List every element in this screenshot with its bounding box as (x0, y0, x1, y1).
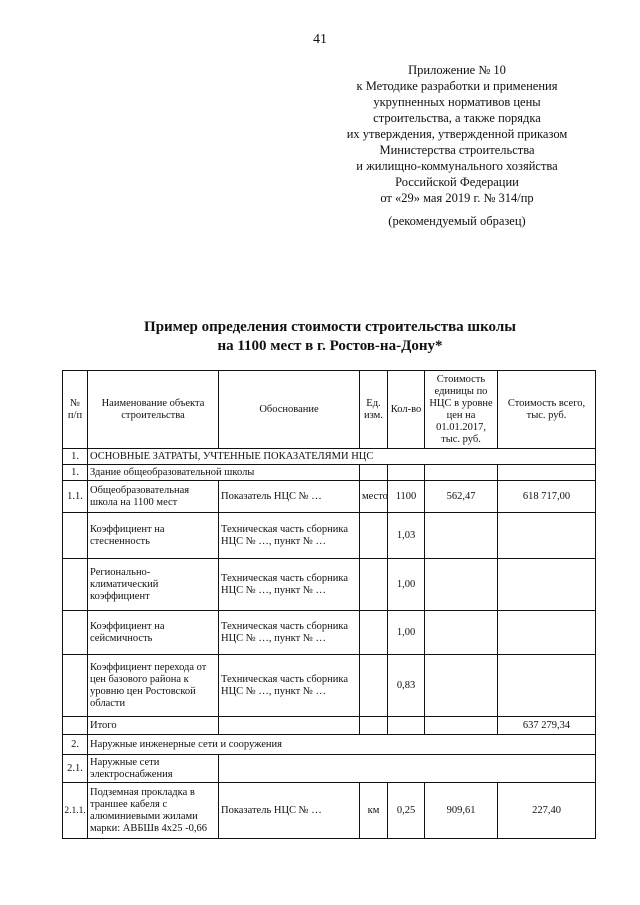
row-name: Коэффициент перехода от цен базового района к уровню цен Ростовской области (88, 655, 219, 717)
table-row (63, 611, 596, 655)
row-basis: Техническая часть сборника НЦС № …, пункт № … (219, 513, 360, 559)
appendix-line: от «29» мая 2019 г. № 314/пр (380, 191, 534, 205)
header-total: Стоимость всего, тыс. руб. (498, 371, 596, 449)
row-unit-cost (425, 611, 498, 655)
row-basis: Показатель НЦС № … (219, 783, 360, 839)
row-unit (360, 559, 388, 611)
row-qty: 1,00 (388, 611, 425, 655)
row-name: Регионально-климатический коэффициент (88, 559, 219, 611)
building-row (63, 465, 596, 481)
section-label: ОСНОВНЫЕ ЗАТРАТЫ, УЧТЕННЫЕ ПОКАЗАТЕЛЯМИ НЦС (88, 449, 596, 465)
header-qty: Кол-во (388, 371, 425, 449)
page-number: 41 (313, 32, 327, 47)
row-qty: 0,83 (388, 655, 425, 717)
row-name: Общеобразовательная школа на 1100 мест (88, 481, 219, 513)
empty-cell (360, 717, 388, 735)
appendix-line: Приложение № 10 (408, 63, 506, 77)
row-unit: км (360, 783, 388, 839)
row-total: 227,40 (498, 783, 596, 839)
row-num (63, 559, 88, 611)
header-name: Наименование объекта строительства (88, 371, 219, 449)
row-total (498, 611, 596, 655)
appendix-line: их утверждения, утвержденной приказом (346, 127, 568, 141)
empty-cell (388, 717, 425, 735)
appendix-line: Министерства строительства (379, 143, 535, 157)
section-row (63, 735, 596, 755)
row-unit-cost: 562,47 (425, 481, 498, 513)
header-unit: Ед. изм. (360, 371, 388, 449)
row-unit: место (360, 481, 388, 513)
row-num: 2.1.1. (63, 783, 88, 839)
section-num: 2. (63, 735, 88, 755)
table-row (63, 755, 596, 783)
appendix-line: и жилищно-коммунального хозяйства (356, 159, 558, 173)
appendix-line: укрупненных нормативов цены (373, 95, 541, 109)
row-total (498, 655, 596, 717)
empty-cell (498, 465, 596, 481)
row-num (63, 513, 88, 559)
row-total: 618 717,00 (498, 481, 596, 513)
empty-cell (425, 717, 498, 735)
title-line-2: на 1100 мест в г. Ростов-на-Дону* (217, 338, 443, 354)
row-total (498, 559, 596, 611)
empty-cell (219, 755, 596, 783)
row-name: Наружные сети электроснабжения (88, 755, 219, 783)
appendix-line: строительства, а также порядка (373, 111, 541, 125)
table-header-row (63, 371, 596, 449)
row-num: 1.1. (63, 481, 88, 513)
sample-note: (рекомендуемый образец) (388, 214, 526, 228)
section-label: Наружные инженерные сети и сооружения (88, 735, 596, 755)
row-unit-cost (425, 655, 498, 717)
table-row (63, 481, 596, 513)
row-qty: 0,25 (388, 783, 425, 839)
row-name: Коэффициент на сейсмичность (88, 611, 219, 655)
row-unit-cost (425, 513, 498, 559)
table-row (63, 655, 596, 717)
itogo-label: Итого (88, 717, 219, 735)
title-line-1: Пример определения стоимости строительства школы (144, 319, 516, 335)
table-row (63, 559, 596, 611)
section-row (63, 449, 596, 465)
itogo-total: 637 279,34 (498, 717, 596, 735)
row-basis: Техническая часть сборника НЦС № …, пункт № … (219, 611, 360, 655)
header-unit-cost: Стоимость единицы по НЦС в уровне цен на 01.01.2017, тыс. руб. (425, 371, 498, 449)
itogo-row (63, 717, 596, 735)
row-unit-cost: 909,61 (425, 783, 498, 839)
row-num (63, 655, 88, 717)
appendix-line: Российской Федерации (395, 175, 519, 189)
row-basis: Техническая часть сборника НЦС № …, пункт № … (219, 559, 360, 611)
row-qty: 1100 (388, 481, 425, 513)
empty-cell (63, 717, 88, 735)
row-unit-cost (425, 559, 498, 611)
row-total (498, 513, 596, 559)
appendix-block (322, 62, 592, 206)
appendix-line: к Методике разработки и применения (356, 79, 558, 93)
document-title (80, 318, 580, 356)
building-label: Здание общеобразовательной школы (88, 465, 360, 481)
row-basis: Техническая часть сборника НЦС № …, пункт № … (219, 655, 360, 717)
row-name: Подземная прокладка в траншее кабеля с алюминиевыми жилами марки: АВБШв 4х25 -0,66 (88, 783, 219, 839)
row-basis: Показатель НЦС № … (219, 481, 360, 513)
row-unit (360, 513, 388, 559)
row-qty: 1,00 (388, 559, 425, 611)
empty-cell (360, 465, 388, 481)
table-row (63, 783, 596, 839)
row-qty: 1,03 (388, 513, 425, 559)
row-name: Коэффициент на стесненность (88, 513, 219, 559)
row-unit (360, 655, 388, 717)
row-unit (360, 611, 388, 655)
cost-table (62, 370, 596, 839)
table-row (63, 513, 596, 559)
building-num: 1. (63, 465, 88, 481)
row-num (63, 611, 88, 655)
empty-cell (425, 465, 498, 481)
empty-cell (388, 465, 425, 481)
section-num: 1. (63, 449, 88, 465)
header-num: № п/п (63, 371, 88, 449)
row-num: 2.1. (63, 755, 88, 783)
empty-cell (219, 717, 360, 735)
header-basis: Обоснование (219, 371, 360, 449)
